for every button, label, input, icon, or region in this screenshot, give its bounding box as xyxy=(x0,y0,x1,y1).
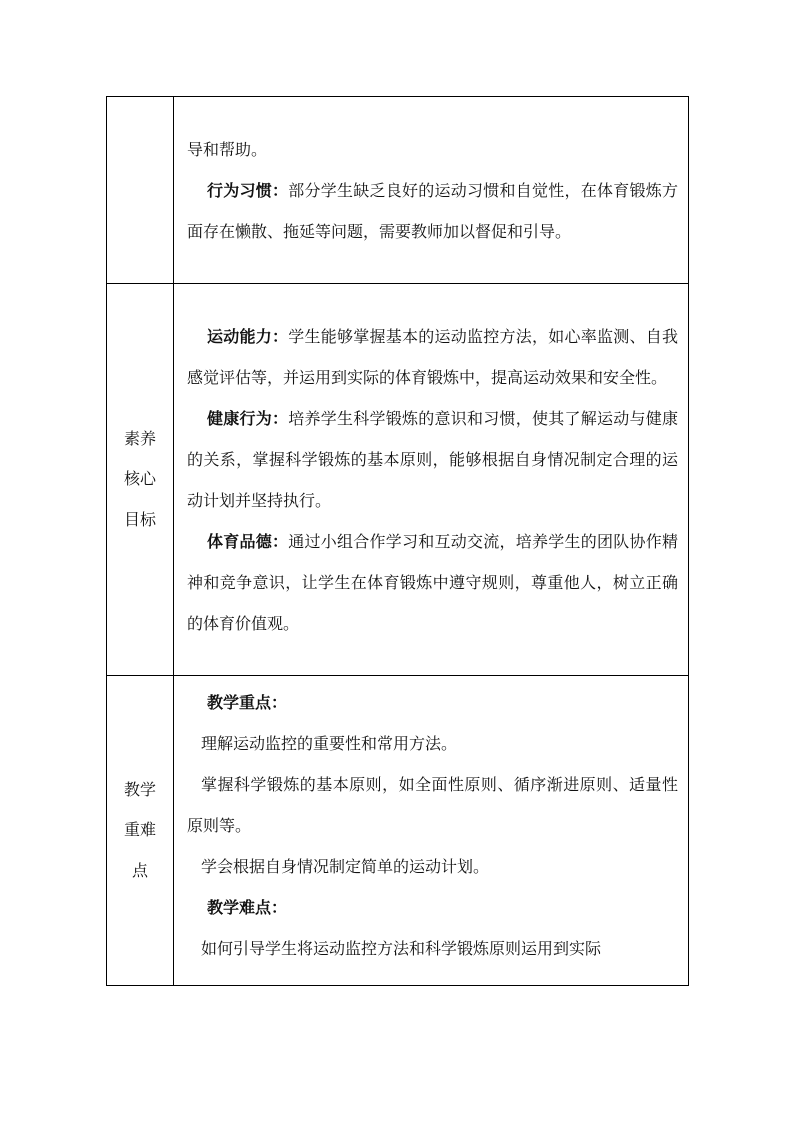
paragraph-heading: 运动能力： xyxy=(207,326,289,346)
label-line: 素养 xyxy=(123,428,156,448)
paragraph-heading: 行为习惯： xyxy=(207,180,289,200)
table-row-core-goals xyxy=(107,284,689,676)
difficulty-points-heading: 教学难点： xyxy=(207,898,288,917)
paragraph-text: 部分学生缺乏良好的运动习惯和自觉性，在体育锻炼方面存在懒散、拖延等问题，需要教师加以督促和引导。 xyxy=(187,180,678,241)
table-row-behavior xyxy=(107,97,689,284)
row-label-key-difficult-points xyxy=(107,676,174,986)
key-points-heading: 教学重点： xyxy=(207,693,288,712)
paragraph-text: 通过小组合作学习和互动交流，培养学生的团队协作精神和竞争意识，让学生在体育锻炼中遵守规则，尊重他人，树立正确的体育价值观。 xyxy=(187,531,678,633)
content-cell-key-difficult-points xyxy=(174,676,689,986)
row-label-empty xyxy=(107,97,174,284)
difficulty-point-item: 如何引导学生将运动监控方法和科学锻炼原则运用到实际 xyxy=(201,939,602,958)
key-point-item: 理解运动监控的重要性和常用方法。 xyxy=(201,734,458,753)
paragraph-sports-morality xyxy=(187,521,678,644)
paragraph-continuation xyxy=(187,129,678,170)
label-line: 点 xyxy=(131,860,148,880)
label-line: 教学 xyxy=(123,779,156,799)
paragraph-text: 培养学生科学锻炼的意识和习惯，使其了解运动与健康的关系，掌握科学锻炼的基本原则，能够根据自身情况制定合理的运动计划并坚持执行。 xyxy=(187,408,678,510)
label-line: 核心 xyxy=(123,469,156,489)
table-row-key-difficult-points xyxy=(107,676,689,986)
paragraph-motor-ability xyxy=(187,316,678,398)
key-point-item: 掌握科学锻炼的基本原则，如全面性原则、循序渐进原则、适量性原则等。 xyxy=(187,775,678,835)
paragraph-behavior-habit xyxy=(187,170,678,252)
content-cell-core-goals xyxy=(174,284,689,676)
paragraph-heading: 体育品德： xyxy=(207,531,289,551)
label-line: 目标 xyxy=(123,509,156,529)
row-label-core-goals xyxy=(107,284,174,676)
paragraph-text: 学生能够掌握基本的运动监控方法，如心率监测、自我感觉评估等，并运用到实际的体育锻炼中，提高运动效果和安全性。 xyxy=(187,326,678,387)
key-point-item: 学会根据自身情况制定简单的运动计划。 xyxy=(201,857,490,876)
lesson-plan-table xyxy=(106,96,689,986)
paragraph-heading: 健康行为： xyxy=(207,408,289,428)
label-line: 重难 xyxy=(123,820,156,840)
paragraph-text: 导和帮助。 xyxy=(187,139,268,159)
paragraph-health-behavior xyxy=(187,398,678,521)
content-cell-behavior xyxy=(174,97,689,284)
